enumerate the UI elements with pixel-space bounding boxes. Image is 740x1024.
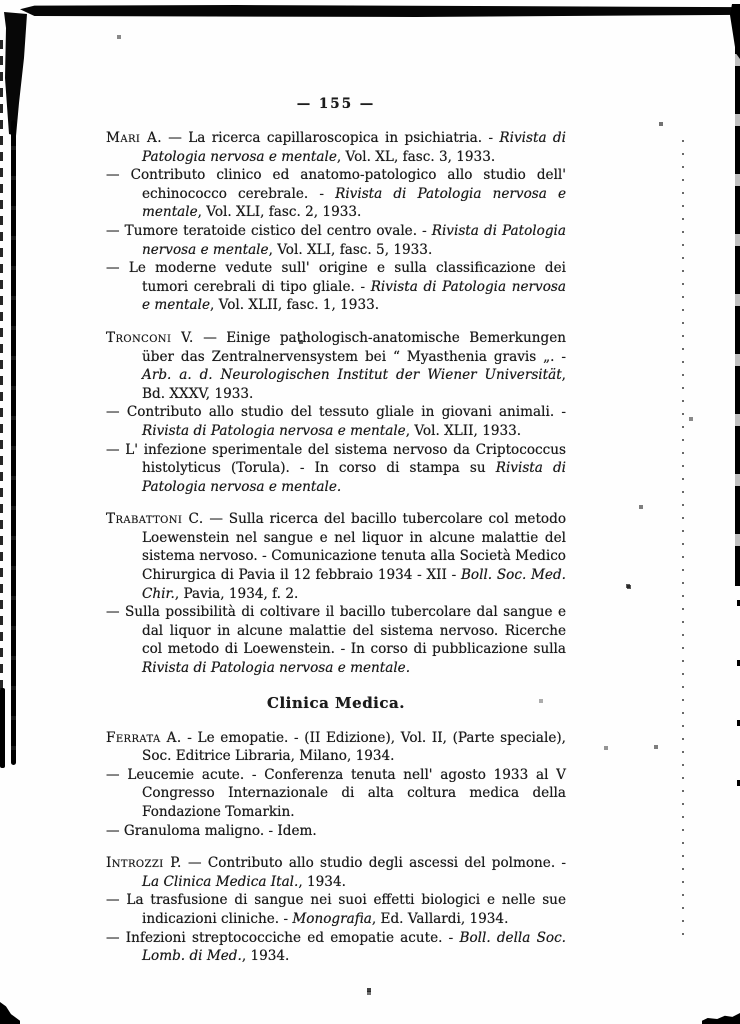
entry-text: , Vol. XLII, 1933. [405, 422, 522, 439]
page-body [106, 96, 566, 966]
bibliography-entry [106, 403, 566, 440]
section-heading: Clinica Medica. [267, 693, 405, 712]
entry-text: , Vol. XLI, fasc. 2, 1933. [197, 204, 362, 221]
entry-text: — Contributo clinico ed anatomo-patologico allo studio dell' echinococco cerebrale. - [106, 167, 566, 202]
scan-artifact-bottom-left-smudge [0, 1002, 20, 1024]
entry-text: , Ed. Vallardi, 1934. [371, 910, 509, 927]
scan-artifact-left-blob [0, 8, 30, 138]
scan-artifact-left-line [11, 120, 16, 765]
scan-artifact-fold-dots [682, 140, 684, 940]
bibliography-entry [106, 729, 566, 766]
journal-title: Rivista di Patologia nervosa e mentale [142, 278, 566, 314]
entry-text: — La ricerca capillaroscopica in psichiatria. - [161, 130, 500, 146]
bibliography-entry [106, 166, 567, 222]
author-name: Introzzi P. [106, 855, 182, 872]
entry-text: , Pavia, 1934, f. 2. [174, 585, 299, 602]
entry-text: — Granuloma maligno. - Idem. [106, 822, 317, 839]
entry-text: — Contributo allo studio del tessuto gliale in giovani animali. - [106, 404, 566, 421]
bibliography-entry [106, 129, 566, 166]
journal-title: Rivista di Patologia nervosa e mentale [142, 222, 566, 258]
bibliography-entry [106, 329, 567, 403]
scan-artifact-right-strip [735, 6, 740, 586]
scan-artifact-bottom-right-smudge [702, 1013, 740, 1024]
journal-title: Arb. a. d. Neurologischen Institut der Wiener Universität [142, 367, 562, 384]
journal-title: Rivista di Patologia nervosa e mentale. [142, 460, 567, 495]
bibliography-entry [106, 891, 566, 928]
journal-title: Rivista di Patologia nervosa e mentale. [142, 660, 411, 677]
journal-title: Rivista di Patologia nervosa e mentale [142, 422, 406, 439]
bibliography-entry [106, 222, 566, 259]
author-name: Ferrata A. [106, 729, 182, 746]
entry-text: — Le moderne vedute sull' origine e sulla classificazione dei tumori cerebrali di tipo gliale. - [106, 260, 566, 295]
bibliography-entry [106, 854, 567, 891]
entry-text: — Infezioni streptococciche ed emopatie acute. - [106, 929, 460, 946]
entry-text: - Le emopatie. - (II Edizione), Vol. II, (Parte speciale), Soc. Editrice Libraria, Milano, 1934. [142, 729, 566, 765]
entry-text: — Contributo allo studio degli ascessi del polmone. - [181, 855, 567, 872]
entry-text: — Tumore teratoide cistico del centro ovale. - [106, 222, 432, 239]
journal-title: Rivista di Patologia nervosa e mentale [142, 185, 567, 221]
scan-artifact-top-bar [20, 5, 740, 17]
bibliography-entry [106, 929, 566, 966]
bibliography-entry [106, 441, 567, 497]
bibliography-entry [106, 259, 566, 315]
journal-title: Boll. Soc. Med. Chir. [142, 567, 566, 602]
author-name: Mari A. [106, 130, 162, 146]
bibliography-entry [106, 766, 566, 822]
entry-text: — Leucemie acute. - Conferenza tenuta nell' agosto 1933 al V Congresso Internazionale di alta coltura medica della Fondazione Tomarkin. [106, 766, 566, 820]
bibliography-entry [106, 603, 566, 677]
journal-title: La Clinica Medica Ital. [142, 873, 299, 890]
entry-text: — Sulla ricerca del bacillo tubercolare col metodo Loewenstein nel sangue e nel liquor in alcune malattie del sistema nervoso. - Comunicazione tenuta alla Società Medico Chirurgica di Pavia il 12 febbraio 1934 - XII - [142, 511, 567, 584]
author-name: Tronconi V. [106, 329, 194, 346]
scan-artifact-right-corner [730, 4, 740, 59]
page-number: — 155 — [296, 96, 376, 112]
entry-text: — L' infezione sperimentale del sistema nervoso da Criptococcus histolyticus (Torula). - In corso di stampa su [106, 441, 566, 477]
scan-artifact-left-edge-chunk [0, 688, 5, 768]
bibliography-entry [106, 510, 567, 603]
entry-text: , Bd. XXXV, 1933. [142, 367, 566, 402]
scan-artifact-left-edge-dashes [0, 40, 3, 690]
journal-title: Monografia [292, 910, 372, 927]
entry-text: , Vol. XL, fasc. 3, 1933. [336, 148, 496, 165]
entry-text: , 1934. [241, 948, 290, 965]
journal-title: Boll. della Soc. Lomb. di Med. [142, 929, 566, 965]
entry-text: — Einige pathologisch-anatomische Bemerkungen über das Zentralnervensystem bei “ Myasthenia gravis „. - [142, 329, 567, 365]
entry-text: , Vol. XLI, fasc. 5, 1933. [268, 241, 433, 258]
entry-text: — La trasfusione di sangue nei suoi effetti biologici e nelle sue indicazioni cliniche. - [106, 892, 566, 927]
bibliography [106, 129, 566, 966]
bibliography-entry [106, 822, 566, 841]
entry-text: , Vol. XLII, fasc. 1, 1933. [210, 297, 380, 314]
author-name: Trabattoni C. [106, 511, 204, 528]
scan-artifact-specks [0, 0, 2, 2]
entry-text: , 1934. [298, 873, 346, 890]
entry-text: — Sulla possibilità di coltivare il bacillo tubercolare dal sangue e dal liquor in alcune malattie del sistema nervoso. Ricerche col metodo di Loewenstein. - In corso di pubblicazione sulla [106, 604, 566, 658]
journal-title: Rivista di Patologia nervosa e mentale [142, 130, 566, 165]
